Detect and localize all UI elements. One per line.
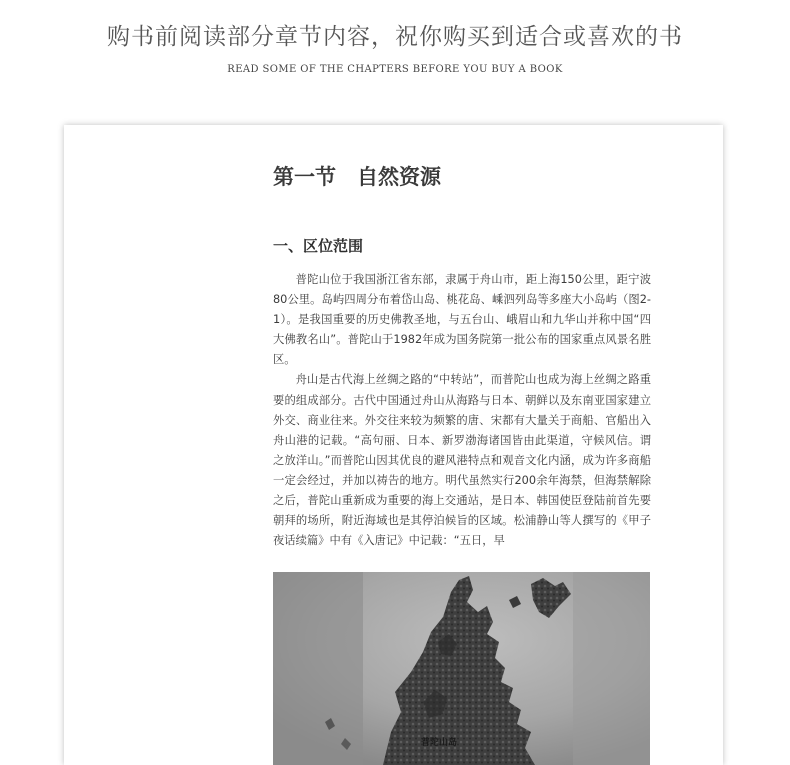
paragraph-2: 舟山是古代海上丝绸之路的“中转站”，而普陀山也成为海上丝绸之路重要的组成部分。古代中国通过舟山从海路与日本、朝鲜以及东南亚国家建立外交、商业往来。外交往来较为频繁的唐、宋都有大量关于商船、官船出入舟山港的记载。“高句丽、日本、新罗渤海诸国皆由此渠道，守候风信。谓之放洋山。”而普陀山因其优良的避风港特点和观音文化内涵，成为许多商船一定会经过，并加以祷告的地方。明代虽然实行200余年海禁，但海禁解除之后，普陀山重新成为重要的海上交通站，是日本、韩国使臣登陆前首先要朝拜的场所，附近海域也是其停泊候旨的区域。松浦静山等人撰写的《甲子夜话续篇》中有《入唐记》中记载：“五日，早 (273, 373, 651, 548)
body-text (273, 270, 651, 551)
page-header-subtitle: READ SOME OF THE CHAPTERS BEFORE YOU BUY A BOOK (227, 64, 563, 75)
book-page (64, 125, 723, 765)
section-title: 第一节 自然资源 (273, 165, 441, 189)
paragraph-1: 普陀山位于我国浙江省东部，隶属于舟山市，距上海150公里，距宁波80公里。岛屿四周分布着岱山岛、桃花岛、嵊泗列岛等多座大小岛屿（图2-1）。是我国重要的历史佛教圣地，与五台山、峨眉山和九华山并称中国“四大佛教名山”。普陀山于1982年成为国务院第一批公布的国家重点风景名胜区。 (273, 273, 651, 367)
subsection-title: 一、区位范围 (273, 237, 364, 255)
map-label: 普陀山岛 (421, 738, 458, 748)
page-header-title: 购书前阅读部分章节内容，祝你购买到适合或喜欢的书 (107, 24, 683, 50)
satellite-map-image (273, 572, 650, 765)
map-graphic (273, 572, 650, 765)
